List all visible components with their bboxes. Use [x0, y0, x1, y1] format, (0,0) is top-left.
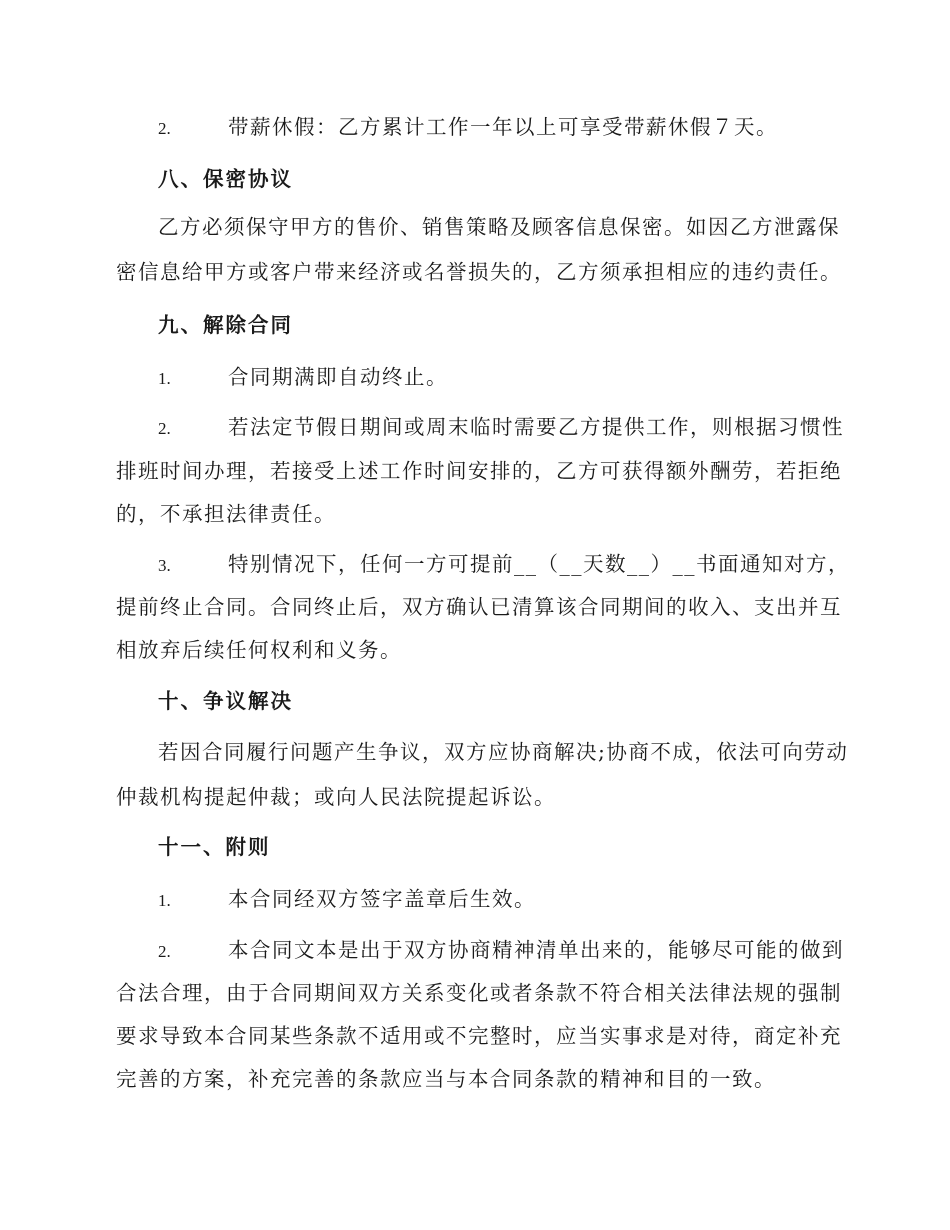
paragraph-line: 若因合同履行问题产生争议，双方应协商解决;协商不成，依法可向劳动: [158, 740, 849, 764]
section-heading-dispute: 十、争议解决: [158, 689, 293, 713]
item-text: 若法定节假日期间或周末临时需要乙方提供工作，则根据习惯性: [228, 415, 844, 439]
paragraph-line: 提前终止合同。合同终止后，双方确认已清算该合同期间的收入、支出并互: [116, 595, 842, 619]
list-item: [158, 552, 850, 578]
item-text: 带薪休假：乙方累计工作一年以上可享受带薪休假７天。: [228, 115, 778, 139]
list-item: [158, 415, 844, 441]
paragraph-line: 要求导致本合同某些条款不适用或不完整时，应当实事求是对待，商定补充: [116, 1024, 842, 1048]
paragraph-line: 排班时间办理，若接受上述工作时间安排的，乙方可获得额外酬劳，若拒绝: [116, 459, 842, 483]
section-heading-termination: 九、解除合同: [158, 313, 293, 337]
paragraph-line: 乙方必须保守甲方的售价、销售策略及顾客信息保密。如因乙方泄露保: [158, 215, 840, 239]
item-number: 1.: [158, 369, 171, 388]
section-heading-confidentiality: 八、保密协议: [158, 167, 293, 191]
item-text: 本合同经双方签字盖章后生效。: [228, 887, 536, 911]
item-text: 合同期满即自动终止。: [228, 365, 448, 389]
list-item: [158, 887, 878, 913]
paragraph-line: 仲裁机构提起仲裁；或向人民法院提起诉讼。: [116, 785, 556, 809]
item-number: 2.: [158, 419, 171, 438]
list-item: [158, 365, 878, 391]
list-item: [158, 938, 844, 964]
paragraph-line: 的，不承担法律责任。: [116, 502, 336, 526]
item-text: 本合同文本是出于双方协商精神清单出来的，能够尽可能的做到: [228, 938, 844, 962]
paragraph-line: 密信息给甲方或客户带来经济或名誉损失的，乙方须承担相应的违约责任。: [116, 260, 842, 284]
section-heading-supplementary: 十一、附则: [158, 835, 271, 859]
item-number: 2.: [158, 119, 171, 138]
item-text: 特别情况下，任何一方可提前__（__天数__）__书面通知对方，: [228, 552, 850, 576]
item-number: 1.: [158, 891, 171, 910]
paragraph-line: 合法合理，由于合同期间双方关系变化或者条款不符合相关法律法规的强制: [116, 981, 842, 1005]
item-number: 3.: [158, 556, 171, 575]
item-number: 2.: [158, 942, 171, 961]
paragraph-line: 相放弃后续任何权利和义务。: [116, 638, 402, 662]
paragraph-line: 完善的方案，补充完善的条款应当与本合同条款的精神和目的一致。: [116, 1067, 776, 1091]
list-item-paid-leave: [158, 115, 878, 141]
